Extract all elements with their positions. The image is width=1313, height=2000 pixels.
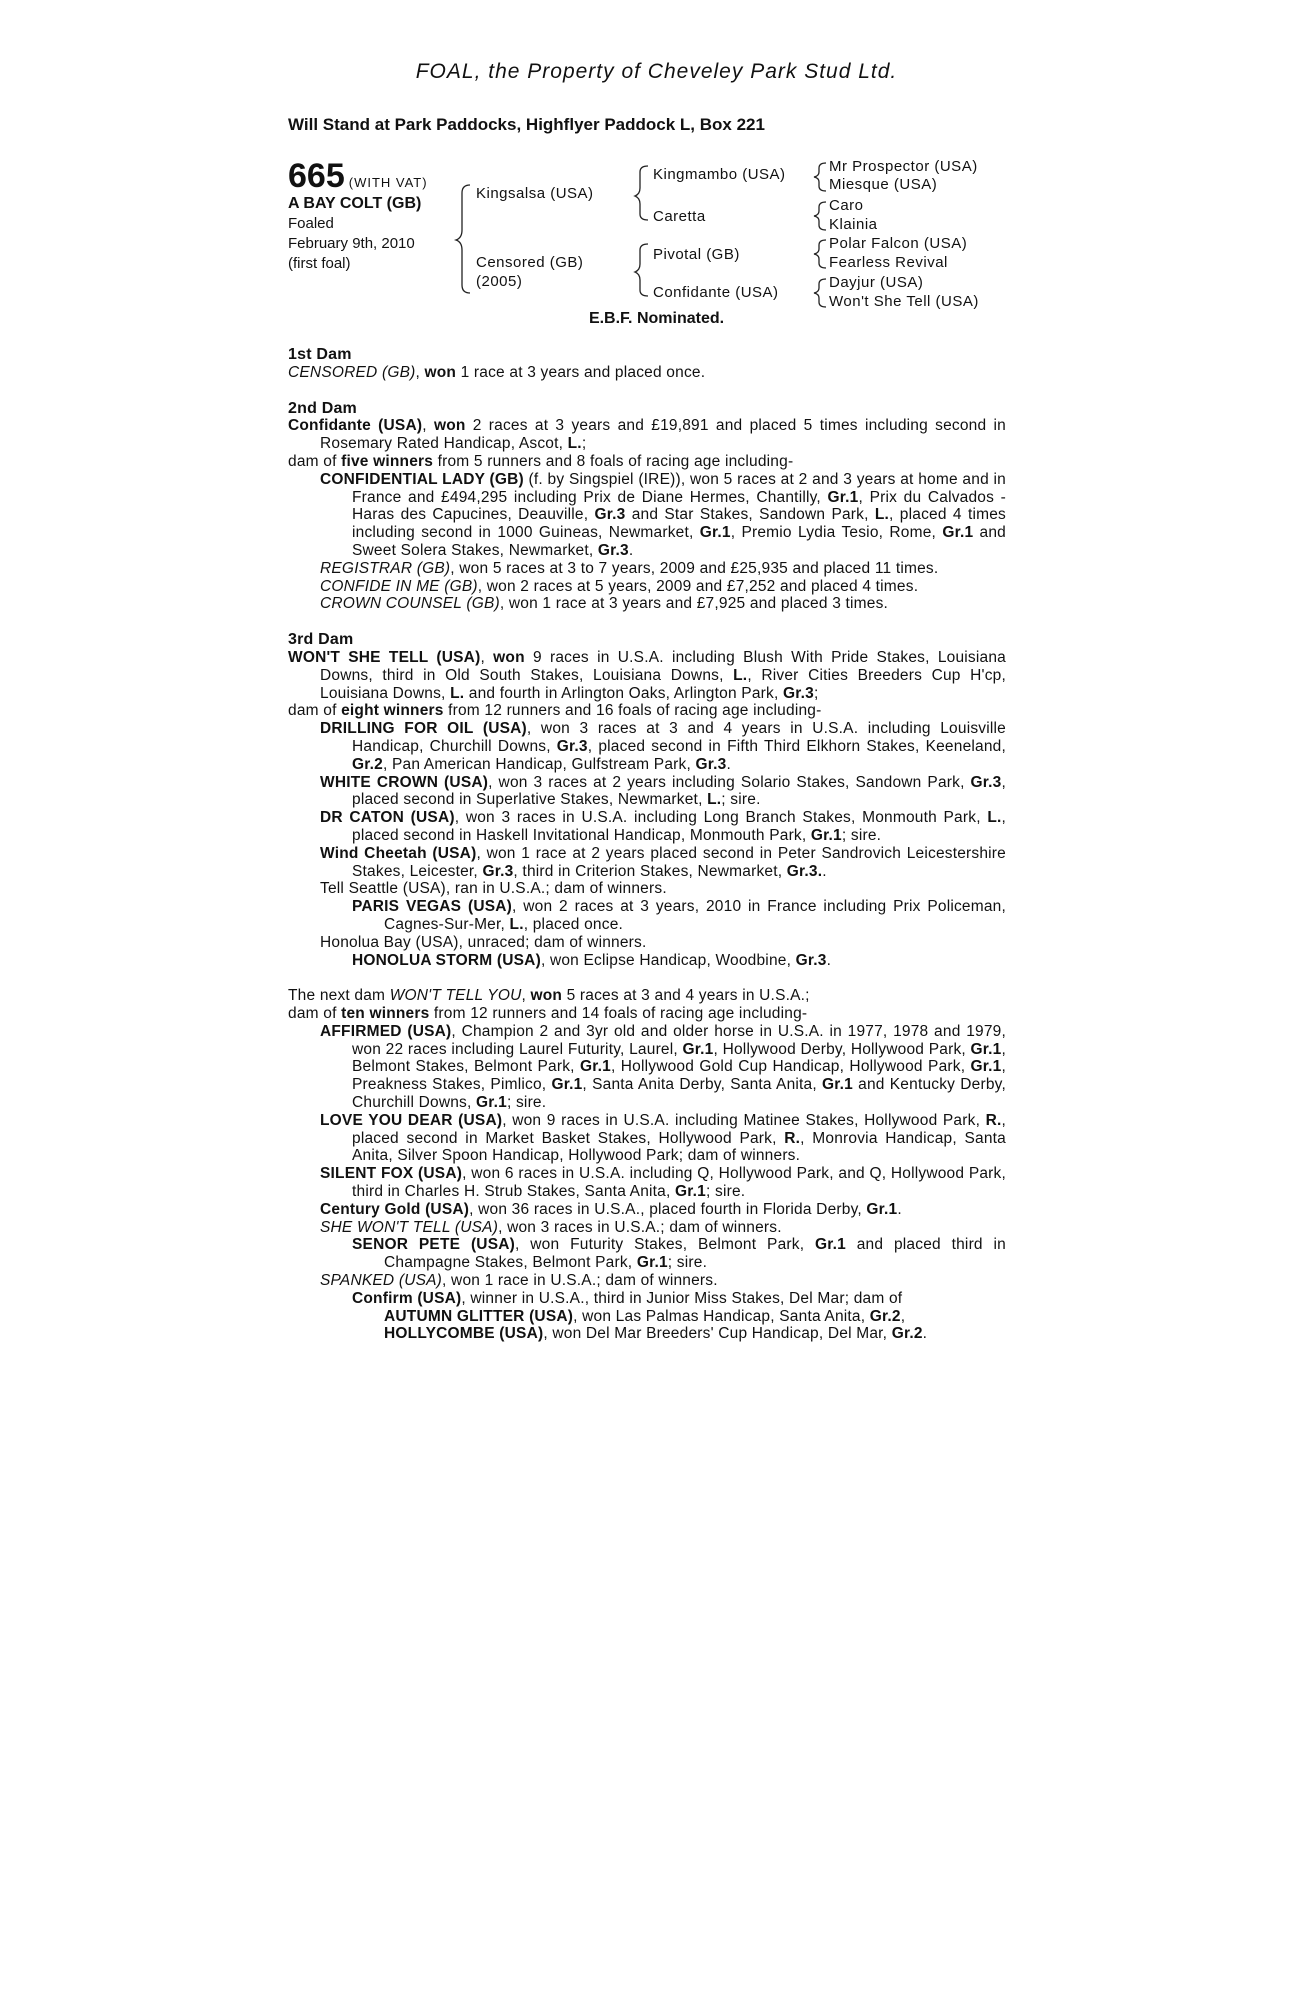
pedigree-sdd: Klainia: [829, 216, 878, 233]
pedigree-dam-year: (2005): [476, 273, 523, 290]
second-dam-produce: dam of five winners from 5 runners and 8 foals of racing age including-: [288, 452, 794, 470]
first-dam-text: CENSORED (GB), won 1 race at 3 years and placed once.: [288, 363, 706, 381]
pedigree-dds: Dayjur (USA): [829, 274, 924, 291]
progeny-entry: Century Gold (USA), won 36 races in U.S.A., placed fourth in Florida Derby, Gr.1.: [320, 1200, 902, 1218]
great-grand-progeny-entry: HOLLYCOMBE (USA), won Del Mar Breeders' Cup Handicap, Del Mar, Gr.2.: [384, 1325, 928, 1343]
ebf-nominated: E.B.F. Nominated.: [588, 310, 725, 327]
third-dam-heading: 3rd Dam: [288, 631, 354, 649]
pedigree-notes: [288, 346, 1006, 1343]
progeny-entry: REGISTRAR (GB), won 5 races at 3 to 7 years, 2009 and £25,935 and placed 11 times.: [320, 559, 939, 577]
progeny-entry: SPANKED (USA), won 1 race in U.S.A.; dam of winners.: [320, 1272, 718, 1290]
stand-location: Will Stand at Park Paddocks, Highflyer Paddock L, Box 221: [288, 115, 765, 134]
next-dam-record: The next dam WON'T TELL YOU, won 5 races at 3 and 4 years in U.S.A.;: [288, 987, 810, 1005]
pedigree-ddd: Won't She Tell (USA): [829, 293, 979, 310]
vat-note: (WITH VAT): [348, 175, 428, 190]
pedigree-sds: Caro: [829, 197, 864, 214]
page-header: FOAL, the Property of Cheveley Park Stud Ltd.: [415, 60, 898, 83]
third-dam-produce: dam of eight winners from 12 runners and 16 foals of racing age including-: [288, 702, 822, 720]
grand-progeny-entry: Confirm (USA), winner in U.S.A., third in Junior Miss Stakes, Del Mar; dam of: [352, 1289, 903, 1307]
foal-note: (first foal): [288, 255, 351, 272]
progeny-entry: CROWN COUNSEL (GB), won 1 race at 3 years and £7,925 and placed 3 times.: [320, 595, 889, 613]
great-grand-progeny-entry: AUTUMN GLITTER (USA), won Las Palmas Handicap, Santa Anita, Gr.2,: [384, 1307, 906, 1325]
third-dam-record: WON'T SHE TELL (USA), won 9 races in U.S.A. including Blush With Pride Stakes, Louisiana Downs, third in Old South Stakes, Louisiana Downs, L., River Cities Breeders Cup H'cp, Louisiana Downs, L. and fourth in Arlington Oaks, Arlington Park, Gr.3;: [288, 648, 1006, 702]
progeny-entry: SHE WON'T TELL (USA), won 3 races in U.S.A.; dam of winners.: [320, 1218, 782, 1236]
progeny-entry: DRILLING FOR OIL (USA), won 3 races at 3 and 4 years in U.S.A. including Louisville Handicap, Churchill Downs, Gr.3, placed second in Fifth Third Elkhorn Stakes, Keeneland, Gr.2, Pan American Handicap, Gulfstream Park, Gr.3.: [320, 720, 1006, 773]
pedigree-dam-dam: Confidante (USA): [653, 284, 779, 301]
pedigree-dam-sire: Pivotal (GB): [653, 246, 740, 263]
progeny-entry: AFFIRMED (USA), Champion 2 and 3yr old and older horse in U.S.A. in 1977, 1978 and 1979, won 22 races including Laurel Futurity, Laurel, Gr.1, Hollywood Derby, Hollywood Park, Gr.1, Belmont Stakes, Belmont Park, Gr.1, Hollywood Gold Cup Handicap, Hollywood Park, Gr.1, Preakness Stakes, Pimlico, Gr.1, Santa Anita Derby, Santa Anita, Gr.1 and Kentucky Derby, Churchill Downs, Gr.1; sire.: [320, 1022, 1006, 1112]
foaled-label: Foaled: [288, 215, 334, 232]
progeny-entry: CONFIDENTIAL LADY (GB) (f. by Singspiel (IRE)), won 5 races at 2 and 3 years at home and in France and £494,295 including Prix de Diane Hermes, Chantilly, Gr.1, Prix du Calvados - Haras des Capucines, Deauville, Gr.3 and Star Stakes, Sandown Park, L., placed 4 times including second in 1000 Guineas, Newmarket, Gr.1, Premio Lydia Tesio, Rome, Gr.1 and Sweet Solera Stakes, Newmarket, Gr.3.: [320, 470, 1007, 559]
grand-progeny-entry: HONOLUA STORM (USA), won Eclipse Handicap, Woodbine, Gr.3.: [352, 951, 832, 969]
progeny-entry: SILENT FOX (USA), won 6 races in U.S.A. including Q, Hollywood Park, and Q, Hollywood Park, third in Charles H. Strub Stakes, Santa Anita, Gr.1; sire.: [320, 1165, 1006, 1201]
progeny-entry: LOVE YOU DEAR (USA), won 9 races in U.S.A. including Matinee Stakes, Hollywood Park, R., placed second in Market Basket Stakes, Hollywood Park, R., Monrovia Handicap, Santa Anita, Silver Spoon Handicap, Hollywood Park; dam of winners.: [320, 1111, 1007, 1165]
pedigree-dsd: Fearless Revival: [829, 254, 948, 271]
grand-progeny-entry: SENOR PETE (USA), won Futurity Stakes, Belmont Park, Gr.1 and placed third in Champagne Stakes, Belmont Park, Gr.1; sire.: [352, 1236, 1006, 1272]
progeny-entry: Tell Seattle (USA), ran in U.S.A.; dam of winners.: [320, 880, 667, 898]
grand-progeny-entry: PARIS VEGAS (USA), won 2 races at 3 years, 2010 in France including Prix Policeman, Cagnes-Sur-Mer, L., placed once.: [352, 898, 1007, 933]
pedigree-sire-sire: Kingmambo (USA): [653, 166, 786, 183]
progeny-entry: Wind Cheetah (USA), won 1 race at 2 years placed second in Peter Sandrovich Leicestershire Stakes, Leicester, Gr.3, third in Criterion Stakes, Newmarket, Gr.3..: [320, 844, 1006, 880]
progeny-entry: DR CATON (USA), won 3 races in U.S.A. including Long Branch Stakes, Monmouth Park, L., placed second in Haskell Invitational Handicap, Monmouth Park, Gr.1; sire.: [320, 809, 1007, 844]
pedigree-sire: Kingsalsa (USA): [476, 185, 594, 202]
pedigree-sss: Mr Prospector (USA): [829, 158, 978, 175]
next-dam-produce: dam of ten winners from 12 runners and 14 foals of racing age including-: [288, 1005, 808, 1023]
lot-description: A BAY COLT (GB): [288, 195, 422, 212]
foaled-date: February 9th, 2010: [288, 235, 415, 252]
pedigree-ssd: Miesque (USA): [829, 176, 938, 193]
second-dam-record: Confidante (USA), won 2 races at 3 years and £19,891 and placed 5 times including second in Rosemary Rated Handicap, Ascot, L.;: [288, 417, 1006, 453]
lot-number: 665: [288, 157, 345, 195]
second-dam-heading: 2nd Dam: [288, 399, 357, 417]
pedigree-dss: Polar Falcon (USA): [829, 235, 968, 252]
pedigree-sire-dam: Caretta: [653, 208, 706, 225]
pedigree-dam: Censored (GB): [476, 254, 584, 271]
progeny-entry: Honolua Bay (USA), unraced; dam of winners.: [320, 933, 647, 951]
first-dam-heading: 1st Dam: [288, 346, 352, 363]
progeny-entry: CONFIDE IN ME (GB), won 2 races at 5 years, 2009 and £7,252 and placed 4 times.: [320, 577, 919, 595]
progeny-entry: WHITE CROWN (USA), won 3 races at 2 years including Solario Stakes, Sandown Park, Gr.3, placed second in Superlative Stakes, Newmarket, L.; sire.: [320, 773, 1007, 809]
